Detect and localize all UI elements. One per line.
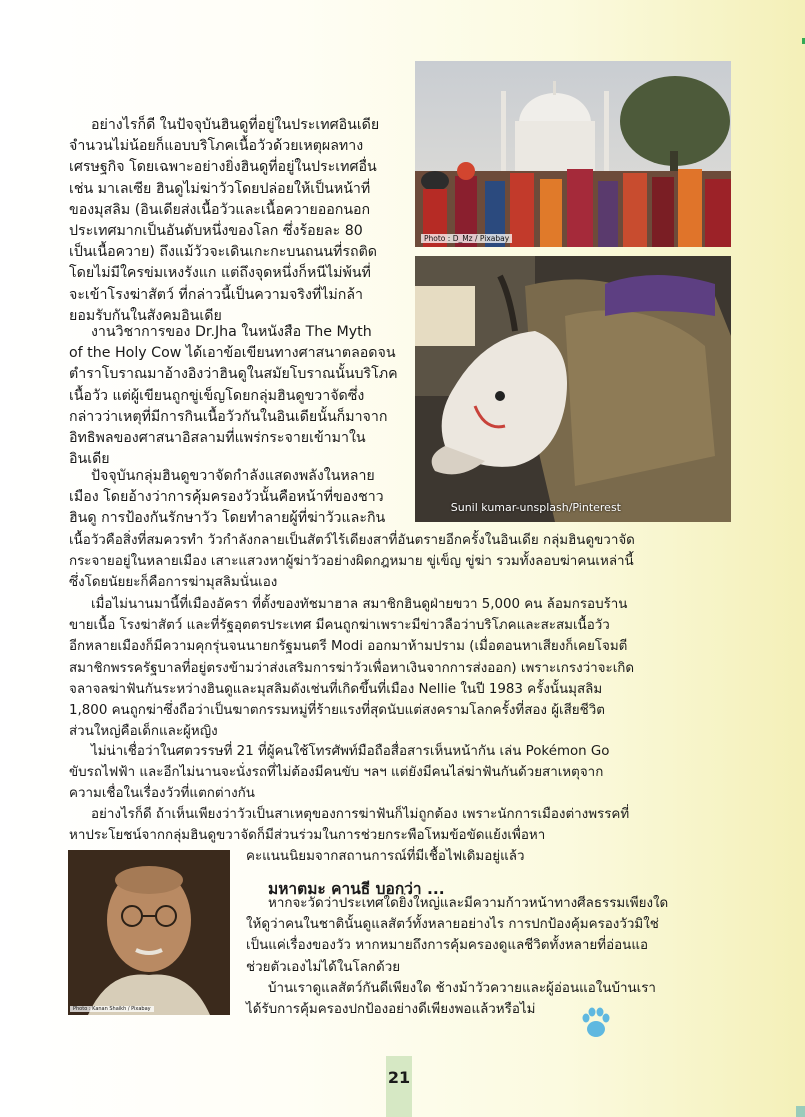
text-line: ฮินดู การป้องกันรักษาวัว โดยทำลายผู้ที่ฆ่าวัวและกิน — [69, 510, 386, 527]
quote-paragraph — [246, 893, 668, 978]
sacred-cow-photo — [415, 256, 731, 522]
text-line: บ้านเราดูแลสัตว์กันดีเพียงใด ช้างม้าวัวควายและผู้อ่อนแอในบ้านเรา — [268, 981, 656, 996]
paragraph-5 — [69, 741, 610, 805]
text-line: หาประโยชน์จากกลุ่มฮินดูขวาจัดก็มีส่วนร่วมในการช่วยกระพือโหมข้อขัดแย้งเพื่อหา — [69, 828, 546, 844]
text-line: 1,800 คนถูกฆ่าซึ่งถือว่าเป็นฆาตกรรมหมู่ที่ร้ายแรงที่สุดนับแต่สงครามโลกครั้งที่สอง ผู้เสียชีวิต — [69, 703, 605, 719]
edge-marker — [796, 1106, 805, 1117]
text-line: อินเดีย — [69, 451, 110, 468]
gandhi-illustration — [68, 850, 230, 1015]
text-line: ประเทศมากเป็นอันดับหนึ่งของโลก ซึ่งร้อยละ 80 — [69, 223, 363, 240]
text-line: ยอมรับกันในสังคมอินเดีย — [69, 307, 222, 324]
text-line: เนื้อวัว แต่ผู้เขียนถูกขู่เข็ญโดยกลุ่มฮินดูขวาจัดซึ่ง — [69, 387, 365, 404]
quote-heading: มหาตมะ คานธี บอกว่า ... — [268, 880, 445, 898]
text-line: of the Holy Cow ได้เอาข้อเขียนทางศาสนาตลอดจน — [69, 345, 396, 362]
paragraph-6 — [69, 804, 629, 846]
taj-mahal-photo — [415, 61, 731, 247]
text-line: ซึ่งโดยนัยยะก็คือการฆ่ามุสลิมนั่นเอง — [69, 575, 278, 591]
paragraph-4 — [69, 594, 634, 742]
text-line: ไม่น่าเชื่อว่าในศตวรรษที่ 21 ที่ผู้คนใช้โทรศัพท์มือถือสื่อสารเห็นหน้ากัน เล่น Pokémon Go — [91, 744, 610, 759]
photo-credit: Photo : Kanan Shaikh / Pixabay — [70, 1006, 154, 1012]
text-line: ความเชื่อในเรื่องวัวที่แตกต่างกัน — [69, 786, 255, 802]
text-line: เมือง โดยอ้างว่าการคุ้มครองวัวนั้นคือหน้าที่ของชาว — [69, 489, 384, 506]
text-line: หากจะวัดว่าประเทศใดยิ่งใหญ่และมีความก้าวหน้าทางศีลธรรมเพียงใด — [268, 896, 669, 911]
paw-print-icon — [580, 1006, 612, 1040]
text-line: ขายเนื้อ โรงฆ่าสัตว์ และที่รัฐอุตตรประเทศ มีคนถูกฆ่าเพราะมีข่าวลือว่าบริโภคและสะสมเนื้อวัว — [69, 618, 610, 634]
text-line: ส่วนใหญ่คือเด็กและผู้หญิง — [69, 724, 218, 740]
paragraph-6-tail: คะแนนนิยมจากสถานการณ์ที่มีเชื้อไฟเดิมอยู่แล้ว — [246, 849, 525, 864]
text-line: จะเข้าโรงฆ่าสัตว์ ที่กล่าวนี้เป็นความจริงที่ไม่กล้า — [69, 286, 364, 303]
text-line: เศรษฐกิจ โดยเฉพาะอย่างยิ่งฮินดูที่อยู่ในประเทศอื่น — [69, 159, 377, 176]
paragraph-3-wide — [69, 530, 635, 594]
text-line: เมื่อไม่นานมานี้ที่เมืองอัครา ที่ตั้งของทัชมาฮาล สมาชิกฮินดูฝ่ายขวา 5,000 คน ล้อมกรอบร้าน — [91, 597, 628, 612]
text-line: เนื้อวัวคือสิ่งที่สมควรทำ วัวกำลังกลายเป็นสัตว์ไร้เดียงสาที่อันตรายอีกครั้งในอินเดีย กลุ่มฮินดูขวาจัด — [69, 533, 635, 548]
gandhi-portrait — [68, 850, 230, 1015]
text-line: ได้รับการคุ้มครองปกป้องอย่างดีเพียงพอแล้วหรือไม่ — [246, 1002, 536, 1018]
text-line: กล่าวว่าเหตุที่มีการกินเนื้อวัวกันในอินเดียนั้นก็มาจาก — [69, 408, 388, 425]
page-number-tab — [386, 1056, 412, 1117]
text-line: อิทธิพลของศาสนาอิสลามที่แพร่กระจายเข้ามาใน — [69, 430, 366, 447]
cow-illustration — [415, 256, 731, 522]
text-line: โดยไม่มีใครข่มเหงรังแก แต่ถึงจุดหนึ่งก็หนีไม่พ้นที่ — [69, 265, 371, 282]
text-line: ปัจจุบันกลุ่มฮินดูขวาจัดกำลังแสดงพลังในหลาย — [91, 468, 375, 484]
text-line: ตำราโบราณมาอ้างอิงว่าฮินดูในสมัยโบราณนั้นบริโภค — [69, 366, 398, 383]
text-line: เป็นแค่เรื่องของวัว หากหมายถึงการคุ้มครองดูแลชีวิตทั้งหลายที่อ่อนแอ — [246, 938, 648, 954]
text-line: ขับรถไฟฟ้า และอีกไม่นานจะนั่งรถที่ไม่ต้องมีคนขับ ฯลฯ แต่ยังมีคนไล่ฆ่าฟันกันด้วยสาเหตุจาก — [69, 765, 604, 781]
text-line: อีกหลายเมืองก็มีความคุกรุ่นจนนายกรัฐมนตรี Modi ออกมาห้ามปราม (เมื่อตอนหาเสียงก็เคยโจมตี — [69, 639, 628, 655]
text-line: จลาจลฆ่าฟันกันระหว่างฮินดูและมุสลิมดังเช่นที่เกิดขึ้นที่เมือง Nellie ในปี 1983 ครั้งนั้นมุสลิม — [69, 681, 603, 697]
text-line: อย่างไรก็ดี ในปัจจุบันฮินดูที่อยู่ในประเทศอินเดีย — [91, 117, 380, 133]
photo-credit: Sunil kumar-unsplash/Pinterest — [450, 501, 621, 514]
text-line: ช่วยตัวเองไม่ได้ในโลกด้วย — [246, 959, 401, 975]
paragraph-3-narrow — [69, 466, 385, 530]
paragraph-1 — [69, 115, 379, 327]
page-number: 21 — [387, 1068, 411, 1087]
paragraph-2 — [69, 322, 398, 470]
photo-credit: Photo : D_Mz / Pixabay — [421, 234, 512, 243]
text-line: สมาชิกพรรครัฐบาลที่อยู่ตรงข้ามว่าส่งเสริมการฆ่าวัวเพื่อหาเงินจากการส่งออก) เพราะเกรงว่าจะเกิด — [69, 660, 635, 676]
text-line: เป็นเนื้อควาย) ถึงแม้วัวจะเดินเกะกะบนถนนที่รถติด — [69, 244, 377, 261]
text-line: กระจายอยู่ในหลายเมือง เสาะแสวงหาผู้ฆ่าวัวอย่างผิดกฎหมาย ขู่เข็ญ ขู่ฆ่า รวมทั้งลอบฆ่าคนเหล่านี้ — [69, 554, 634, 570]
text-line: งานวิชาการของ Dr.Jha ในหนังสือ The Myth — [91, 324, 372, 340]
text-line: อย่างไรก็ดี ถ้าเห็นเพียงว่าวัวเป็นสาเหตุของการฆ่าฟันก็ไม่ถูกต้อง เพราะนักการเมืองต่างพรรคที่ — [91, 807, 630, 822]
text-line: ของมุสลิม (อินเดียส่งเนื้อวัวและเนื้อควายออกนอก — [69, 201, 371, 218]
taj-mahal-illustration — [415, 61, 731, 247]
text-line: ให้ดูว่าคนในชาตินั้นดูแลสัตว์ทั้งหลายอย่างไร การปกป้องคุ้มครองวัวมิใช่ — [246, 917, 659, 933]
text-line: เช่น มาเลเซีย ฮินดูไม่ฆ่าวัวโดยปล่อยให้เป็นหน้าที่ — [69, 180, 371, 197]
text-line: จำนวนไม่น้อยก็แอบบริโภคเนื้อวัวด้วยเหตุผลทาง — [69, 138, 364, 155]
